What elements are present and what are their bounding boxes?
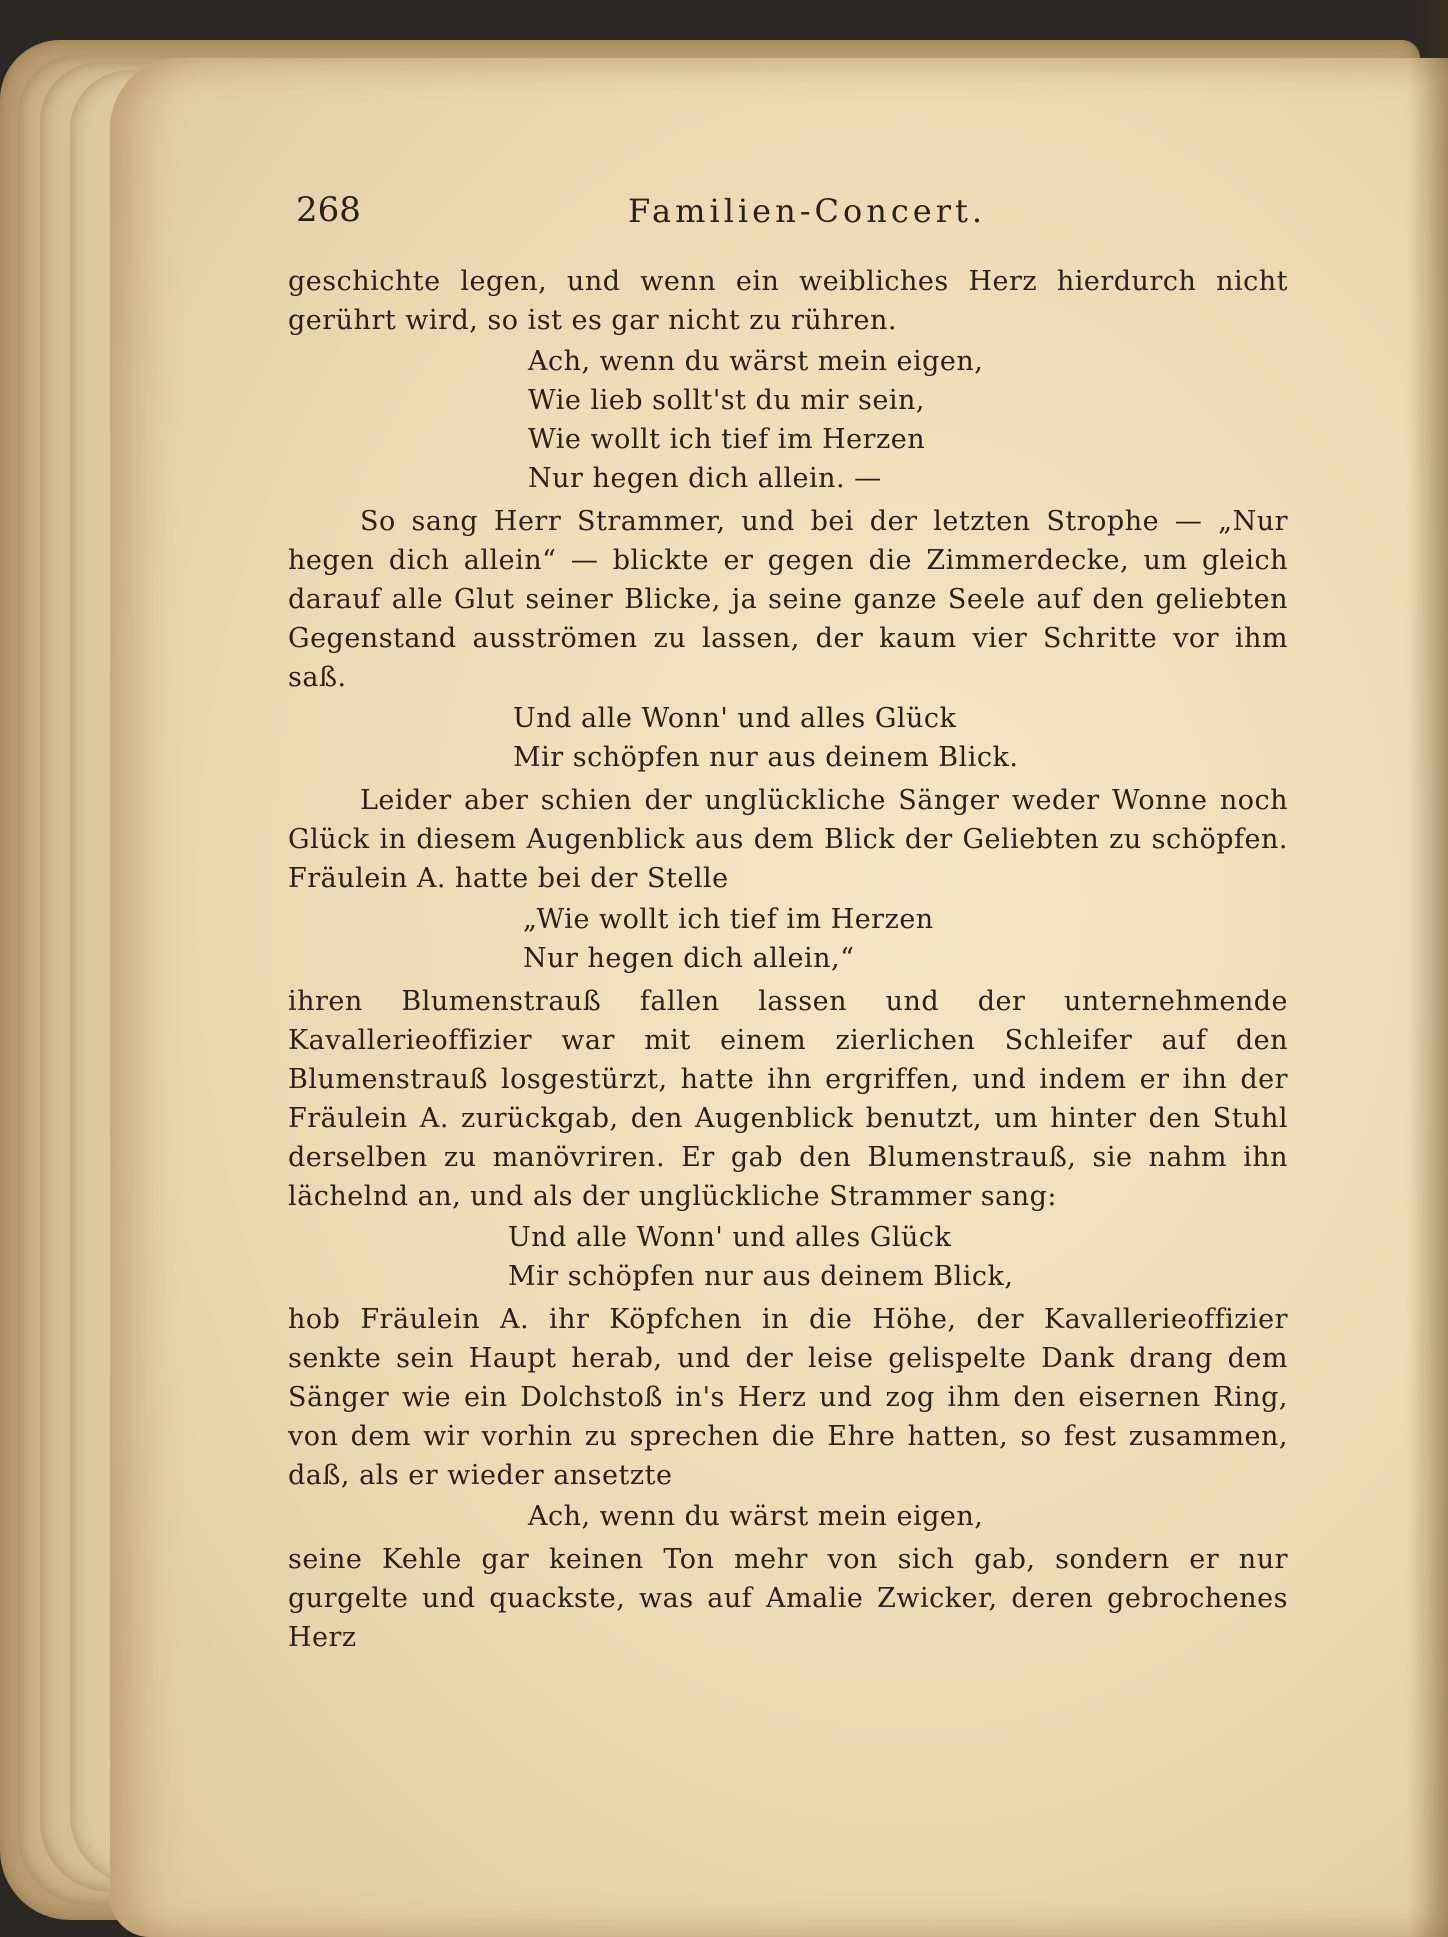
- verse-line: Und alle Wonn' und alles Glück: [513, 703, 957, 734]
- running-head: [288, 182, 1288, 242]
- verse-block-2: [288, 699, 1288, 777]
- verse-line: Wie wollt ich tief im Herzen: [528, 424, 926, 455]
- verse-line: Nur hegen dich allein. —: [528, 463, 882, 494]
- verse-line: „Wie wollt ich tief im Herzen: [523, 904, 934, 935]
- verse-line: Mir schöpfen nur aus deinem Blick,: [508, 1261, 1014, 1292]
- verse-line: Wie lieb sollt'st du mir sein,: [528, 385, 925, 416]
- verse-line: Ach, wenn du wärst mein eigen,: [528, 346, 984, 377]
- running-title: Familien-Concert.: [628, 192, 987, 230]
- page-number: 268: [296, 190, 361, 230]
- paragraph-3: Leider aber schien der unglückliche Sänger weder Wonne noch Glück in diesem Augenblick aus dem Blick der Geliebten zu schöpfen. Fräulein A. hatte bei der Stelle: [288, 785, 1288, 894]
- verse-block-5: [288, 1497, 1288, 1536]
- paragraph-6: seine Kehle gar keinen Ton mehr von sich gab, sondern er nur gurgelte und quackste, was auf Amalie Zwicker, deren gebrochenes Herz: [288, 1544, 1288, 1653]
- verse-line: Ach, wenn du wärst mein eigen,: [528, 1501, 984, 1532]
- paragraph-4: ihren Blumenstrauß fallen lassen und der unternehmende Kavallerieoffizier war mit einem zierlichen Schleifer auf den Blumenstrauß losgestürzt, hatte ihn ergriffen, und indem er ihn der Fräulein A. zurückgab, den Augenblick benutzt, um hinter den Stuhl derselben zu manövriren. Er gab den Blumenstrauß, sie nahm ihn lächelnd an, und als der unglückliche Strammer sang:: [288, 986, 1288, 1212]
- page-text-block: [288, 182, 1288, 1657]
- book-gutter-shadow: [1408, 0, 1448, 1937]
- paragraph-2: So sang Herr Strammer, und bei der letzten Strophe — „Nur hegen dich allein“ — blickte er gegen die Zimmerdecke, um gleich darauf alle Glut seiner Blicke, ja seine ganze Seele auf den geliebten Gegenstand ausströmen zu lassen, der kaum vier Schritte vor ihm saß.: [288, 506, 1288, 693]
- verse-block-3: [288, 900, 1288, 978]
- verse-block-1: [288, 342, 1288, 498]
- verse-line: Und alle Wonn' und alles Glück: [508, 1222, 952, 1253]
- paragraph-5: hob Fräulein A. ihr Köpfchen in die Höhe, der Kavallerieoffizier senkte sein Haupt herab, und der leise gelispelte Dank drang dem Sänger wie ein Dolchstoß in's Herz und zog ihm den eisernen Ring, von dem wir vorhin zu sprechen die Ehre hatten, so fest zusammen, daß, als er wieder ansetzte: [288, 1304, 1288, 1491]
- paragraph-1: geschichte legen, und wenn ein weibliches Herz hierdurch nicht gerührt wird, so ist es gar nicht zu rühren.: [288, 266, 1288, 336]
- verse-block-4: [288, 1218, 1288, 1296]
- verse-line: Mir schöpfen nur aus deinem Blick.: [513, 742, 1019, 773]
- verse-line: Nur hegen dich allein,“: [523, 943, 855, 974]
